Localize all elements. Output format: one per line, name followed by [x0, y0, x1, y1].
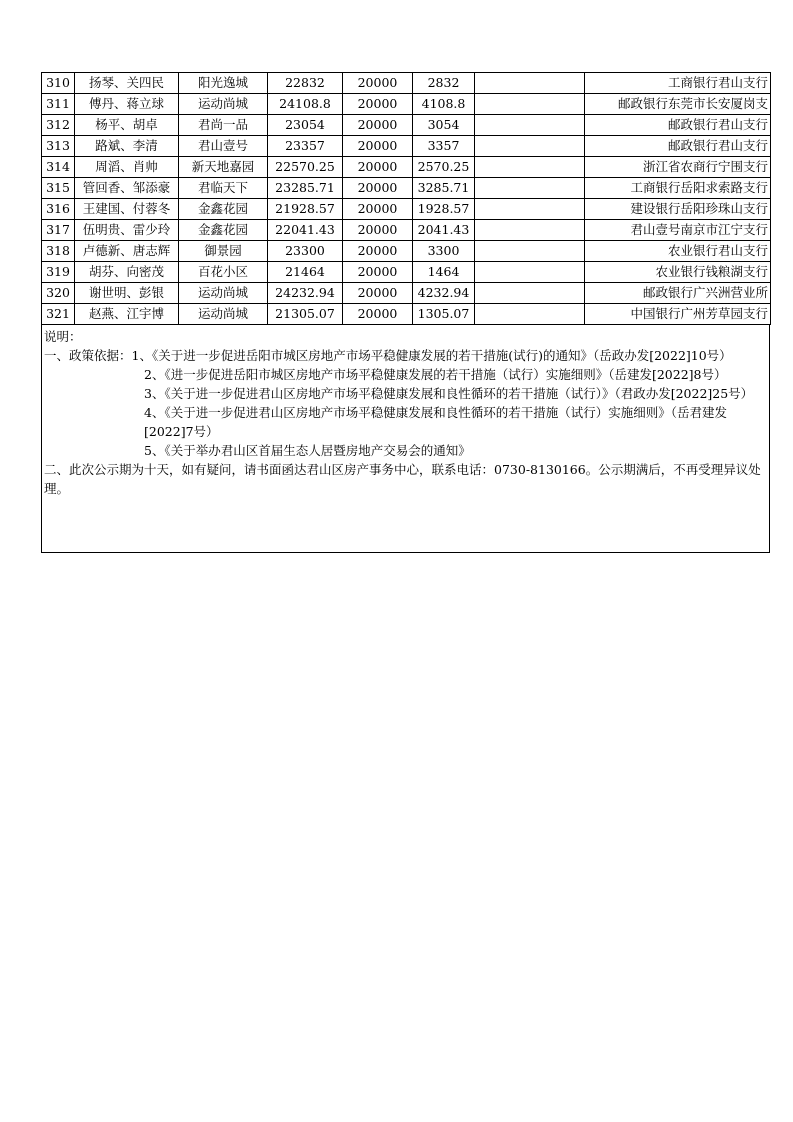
cell-diff: 1928.57 [413, 199, 475, 220]
cell-no: 317 [42, 220, 75, 241]
cell-diff: 2570.25 [413, 157, 475, 178]
cell-no: 320 [42, 283, 75, 304]
cell-blank [475, 241, 585, 262]
cell-bank: 农业银行君山支行 [585, 241, 771, 262]
cell-no: 318 [42, 241, 75, 262]
subsidy-table [41, 72, 771, 325]
cell-price: 23300 [268, 241, 343, 262]
cell-blank [475, 115, 585, 136]
cell-price: 22041.43 [268, 220, 343, 241]
cell-no: 312 [42, 115, 75, 136]
cell-price: 23054 [268, 115, 343, 136]
cell-names: 王建国、付蓉冬 [75, 199, 179, 220]
cell-names: 扬琴、关四民 [75, 73, 179, 94]
cell-project: 君尚一品 [179, 115, 268, 136]
notes-heading: 说明： [44, 329, 82, 344]
cell-subsidy: 20000 [343, 241, 413, 262]
cell-project: 金鑫花园 [179, 199, 268, 220]
cell-no: 310 [42, 73, 75, 94]
cell-price: 21305.07 [268, 304, 343, 325]
cell-subsidy: 20000 [343, 157, 413, 178]
cell-subsidy: 20000 [343, 178, 413, 199]
cell-diff: 2041.43 [413, 220, 475, 241]
cell-subsidy: 20000 [343, 283, 413, 304]
cell-price: 22832 [268, 73, 343, 94]
document-sheet [41, 72, 770, 553]
notes-line-3: 3、《关于进一步促进君山区房地产市场平稳健康发展和良性循环的若干措施（试行）》（君政办发[2022]25号） [144, 386, 754, 401]
table-row [42, 283, 771, 304]
table-row [42, 220, 771, 241]
cell-no: 311 [42, 94, 75, 115]
cell-no: 321 [42, 304, 75, 325]
table-row [42, 199, 771, 220]
cell-project: 运动尚城 [179, 94, 268, 115]
cell-blank [475, 199, 585, 220]
cell-project: 金鑫花园 [179, 220, 268, 241]
cell-price: 23285.71 [268, 178, 343, 199]
cell-names: 胡芬、向密茂 [75, 262, 179, 283]
cell-no: 315 [42, 178, 75, 199]
table-row [42, 136, 771, 157]
notes-line-6: 二、此次公示期为十天，如有疑问，请书面函达君山区房产事务中心，联系电话：0730-8130166。公示期满后，不再受理异议处理。 [44, 462, 761, 496]
cell-blank [475, 178, 585, 199]
cell-diff: 3357 [413, 136, 475, 157]
cell-no: 314 [42, 157, 75, 178]
cell-price: 21928.57 [268, 199, 343, 220]
cell-names: 杨平、胡卓 [75, 115, 179, 136]
cell-bank: 邮政银行广兴洲营业所 [585, 283, 771, 304]
cell-price: 22570.25 [268, 157, 343, 178]
cell-no: 313 [42, 136, 75, 157]
cell-price: 24232.94 [268, 283, 343, 304]
cell-names: 谢世明、彭银 [75, 283, 179, 304]
table-row [42, 262, 771, 283]
cell-bank: 工商银行岳阳求索路支行 [585, 178, 771, 199]
cell-diff: 2832 [413, 73, 475, 94]
cell-bank: 君山壹号南京市江宁支行 [585, 220, 771, 241]
cell-bank: 中国银行广州芳草园支行 [585, 304, 771, 325]
cell-no: 319 [42, 262, 75, 283]
cell-blank [475, 73, 585, 94]
table-row [42, 241, 771, 262]
cell-diff: 4232.94 [413, 283, 475, 304]
cell-price: 23357 [268, 136, 343, 157]
table-row [42, 178, 771, 199]
cell-project: 运动尚城 [179, 283, 268, 304]
cell-blank [475, 283, 585, 304]
cell-subsidy: 20000 [343, 136, 413, 157]
cell-bank: 工商银行君山支行 [585, 73, 771, 94]
cell-bank: 邮政银行君山支行 [585, 136, 771, 157]
table-row [42, 94, 771, 115]
cell-subsidy: 20000 [343, 94, 413, 115]
cell-diff: 3285.71 [413, 178, 475, 199]
notes-line-1: 一、政策依据：1、《关于进一步促进岳阳市城区房地产市场平稳健康发展的若干措施(试行)的通知》（岳政办发[2022]10号） [44, 348, 732, 363]
cell-bank: 邮政银行东莞市长安厦岗支 [585, 94, 771, 115]
cell-bank: 浙江省农商行宁围支行 [585, 157, 771, 178]
table-row [42, 73, 771, 94]
cell-names: 周滔、肖帅 [75, 157, 179, 178]
cell-subsidy: 20000 [343, 262, 413, 283]
cell-names: 路斌、李清 [75, 136, 179, 157]
notes-line-2: 2、《进一步促进岳阳市城区房地产市场平稳健康发展的若干措施（试行）实施细则》（岳建发[2022]8号） [144, 367, 727, 382]
notes-line-5: 5、《关于举办君山区首届生态人居暨房地产交易会的通知》 [144, 443, 471, 458]
cell-diff: 3054 [413, 115, 475, 136]
cell-subsidy: 20000 [343, 199, 413, 220]
cell-subsidy: 20000 [343, 304, 413, 325]
cell-project: 君山壹号 [179, 136, 268, 157]
table-row [42, 157, 771, 178]
cell-blank [475, 94, 585, 115]
cell-project: 运动尚城 [179, 304, 268, 325]
cell-bank: 建设银行岳阳珍珠山支行 [585, 199, 771, 220]
cell-blank [475, 262, 585, 283]
table-row [42, 304, 771, 325]
cell-project: 君临天下 [179, 178, 268, 199]
cell-names: 管回香、邹添豪 [75, 178, 179, 199]
cell-no: 316 [42, 199, 75, 220]
cell-diff: 4108.8 [413, 94, 475, 115]
notes-line-4: 4、《关于进一步促进君山区房地产市场平稳健康发展和良性循环的若干措施（试行）实施细则》（岳君建发[2022]7号） [144, 405, 727, 439]
cell-blank [475, 304, 585, 325]
cell-price: 24108.8 [268, 94, 343, 115]
cell-subsidy: 20000 [343, 73, 413, 94]
cell-blank [475, 136, 585, 157]
cell-project: 新天地嘉园 [179, 157, 268, 178]
cell-project: 御景园 [179, 241, 268, 262]
cell-names: 赵燕、江宇博 [75, 304, 179, 325]
cell-diff: 3300 [413, 241, 475, 262]
cell-subsidy: 20000 [343, 220, 413, 241]
cell-names: 伍明贵、雷少玲 [75, 220, 179, 241]
cell-names: 卢德新、唐志辉 [75, 241, 179, 262]
cell-diff: 1464 [413, 262, 475, 283]
cell-bank: 农业银行钱粮湖支行 [585, 262, 771, 283]
cell-price: 21464 [268, 262, 343, 283]
notes-section [41, 325, 770, 553]
table-row [42, 115, 771, 136]
cell-blank [475, 157, 585, 178]
cell-bank: 邮政银行君山支行 [585, 115, 771, 136]
cell-blank [475, 220, 585, 241]
cell-diff: 1305.07 [413, 304, 475, 325]
cell-names: 傅丹、蒋立球 [75, 94, 179, 115]
cell-subsidy: 20000 [343, 115, 413, 136]
cell-project: 阳光逸城 [179, 73, 268, 94]
cell-project: 百花小区 [179, 262, 268, 283]
